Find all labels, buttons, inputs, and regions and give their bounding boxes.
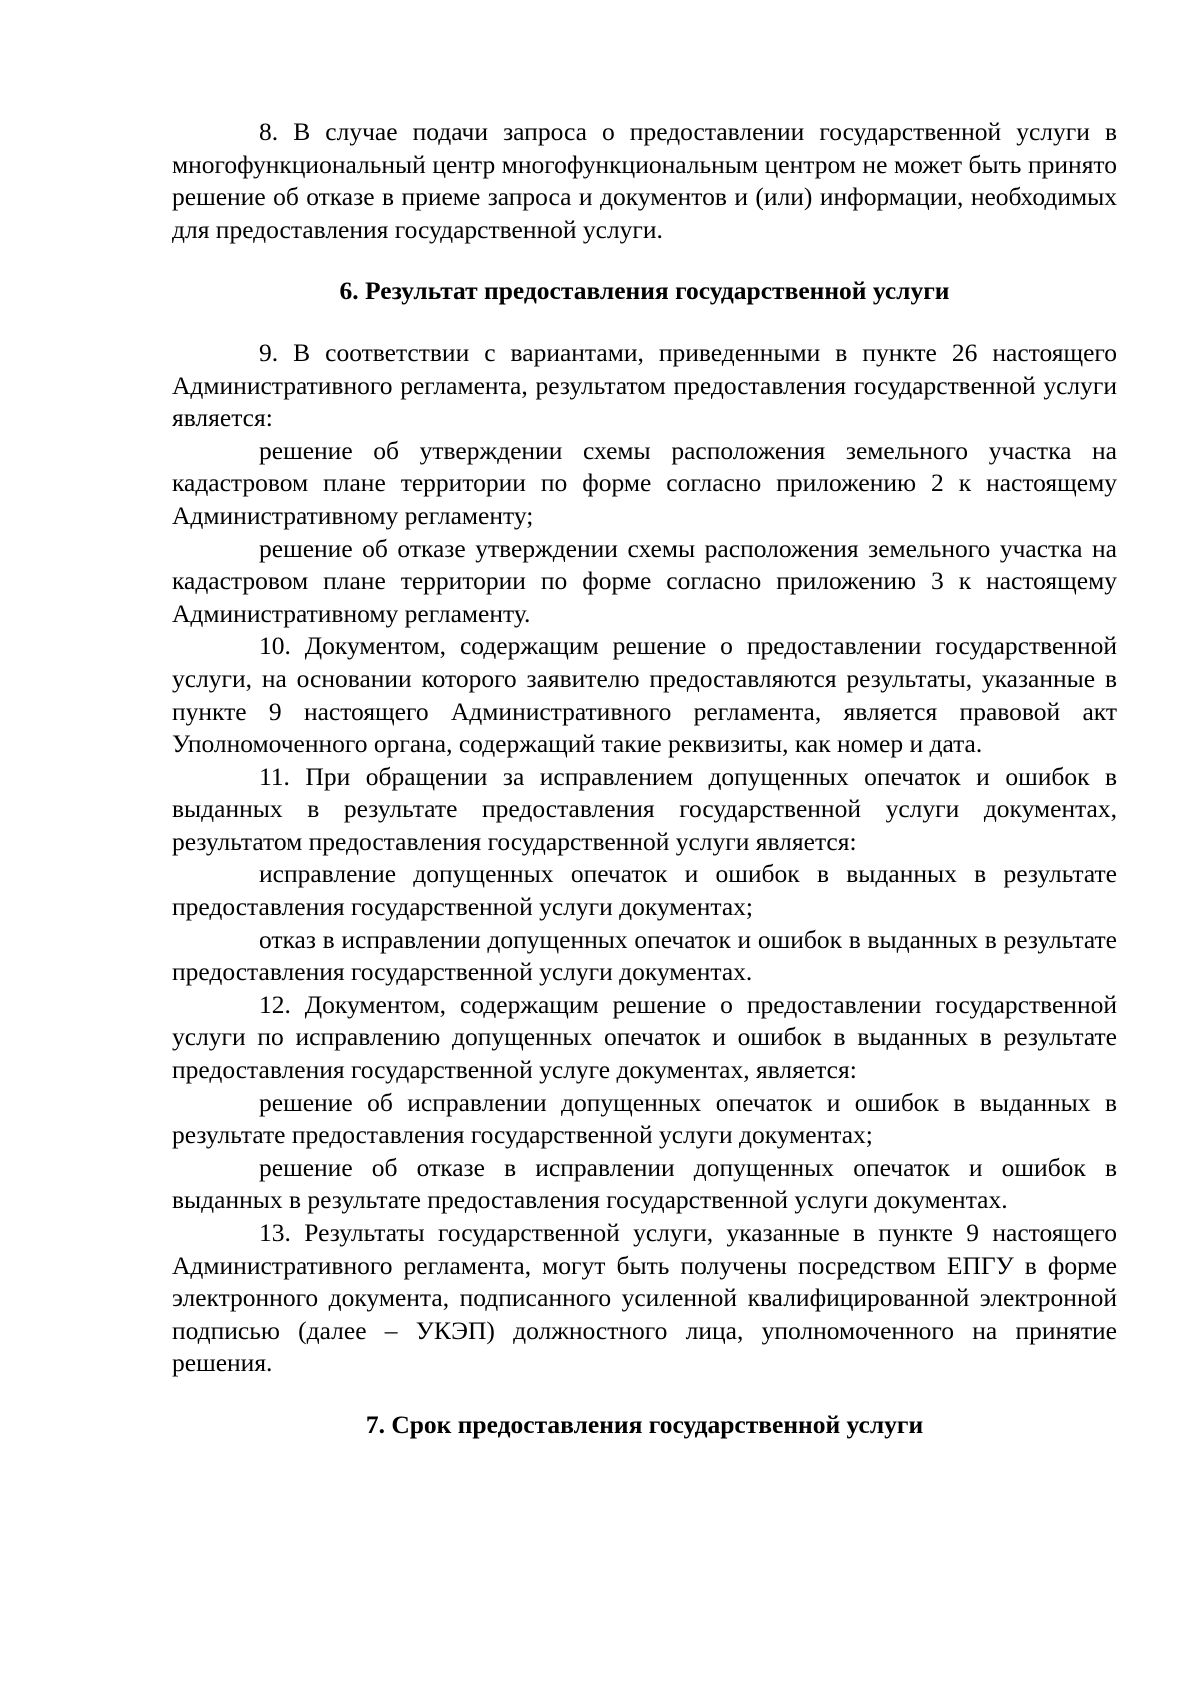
paragraph-9-item-2: решение об отказе утверждении схемы расположения земельного участка на кадастровом плане территории по форме согласно приложению 3 к настоящему Административному регламенту.	[172, 533, 1117, 628]
document-body	[172, 116, 1117, 1442]
paragraph-8: 8. В случае подачи запроса о предоставлении государственной услуги в многофункциональный центр многофункциональным центром не может быть принято решение об отказе в приеме запроса и документов и (или) информации, необходимых для предоставления государственной услуги.	[172, 117, 1117, 244]
paragraph-9: 9. В соответствии с вариантами, приведенными в пункте 26 настоящего Административного регламента, результатом предоставления государственной услуги является:	[172, 337, 1117, 433]
section-heading-6: 6. Результат предоставления государственной услуги	[339, 276, 950, 306]
paragraph-10: 10. Документом, содержащим решение о предоставлении государственной услуги, на основании которого заявителю предоставляются результаты, указанные в пункте 9 настоящего Административного регламента, является правовой акт Уполномоченного органа, содержащий такие реквизиты, как номер и дата.	[172, 631, 1117, 759]
section-heading-7: 7. Срок предоставления государственной услуги	[365, 1409, 924, 1439]
paragraph-11-item-2: отказ в исправлении допущенных опечаток и ошибок в выданных в результате предоставления государственной услуги документах.	[172, 924, 1117, 987]
paragraph-13: 13. Результаты государственной услуги, указанные в пункте 9 настоящего Административного регламента, могут быть получены посредством ЕПГУ в форме электронного документа, подписанного усиленной квалифицированной электронной подписью (далее – УКЭП) должностного лица, уполномоченного на принятие решения.	[172, 1218, 1117, 1378]
paragraph-12: 12. Документом, содержащим решение о предоставлении государственной услуги по исправлению допущенных опечаток и ошибок в выданных в результате предоставления государственной услуге документах, является:	[172, 989, 1117, 1085]
paragraph-9-item-1: решение об утверждении схемы расположения земельного участка на кадастровом плане территории по форме согласно приложению 2 к настоящему Административному регламенту;	[172, 435, 1117, 530]
paragraph-11-item-1: исправление допущенных опечаток и ошибок в выданных в результате предоставления государственной услуги документах;	[172, 859, 1117, 922]
paragraph-12-item-2: решение об отказе в исправлении допущенных опечаток и ошибок в выданных в результате предоставления государственной услуги документах.	[172, 1152, 1117, 1215]
paragraph-12-item-1: решение об исправлении допущенных опечаток и ошибок в выданных в результате предоставления государственной услуги документах;	[172, 1087, 1117, 1150]
paragraph-11: 11. При обращении за исправлением допущенных опечаток и ошибок в выданных в результате предоставления государственной услуги документах, результатом предоставления государственной услуги является:	[172, 761, 1117, 856]
